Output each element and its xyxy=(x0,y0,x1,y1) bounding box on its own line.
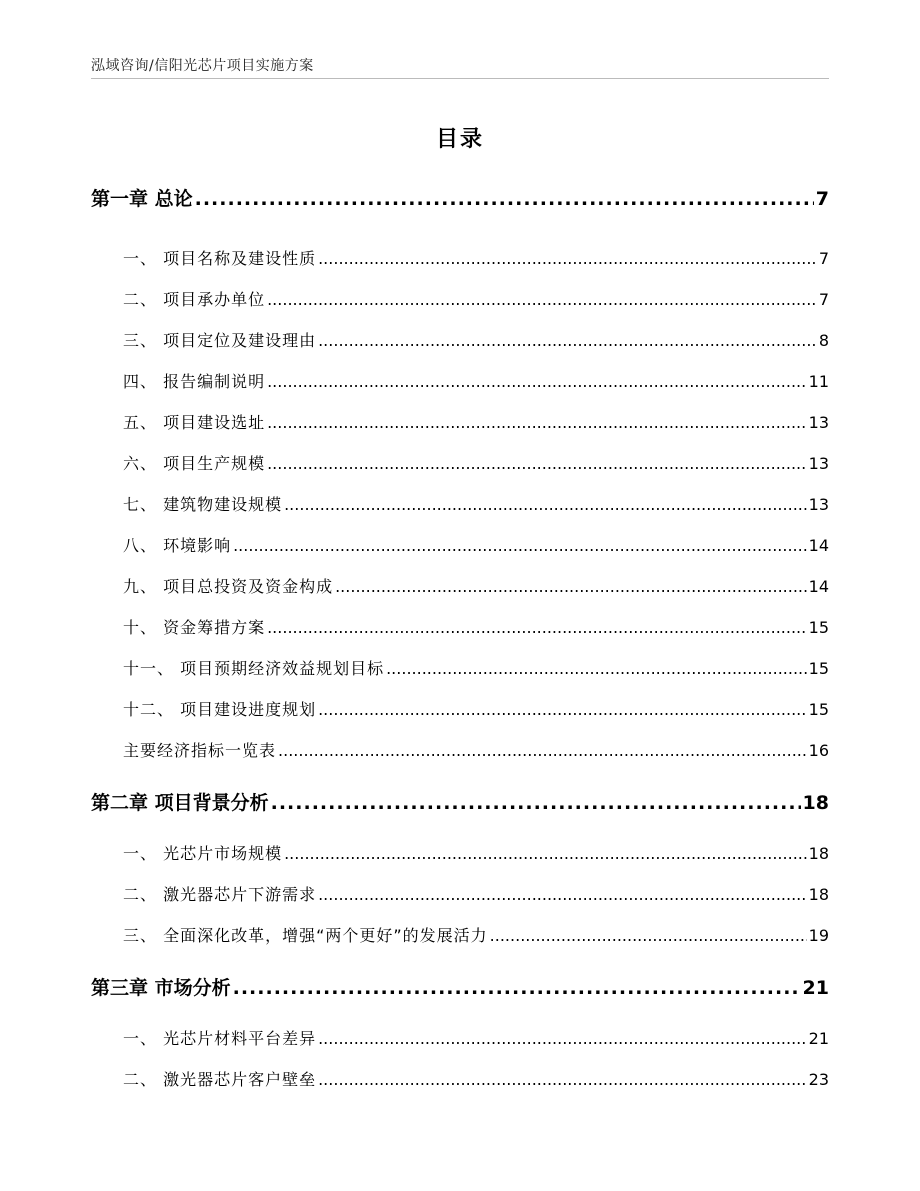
dot-leader xyxy=(386,659,807,678)
dot-leader xyxy=(195,188,814,210)
toc-entry-title: 六、 项目生产规模 xyxy=(123,454,266,473)
toc-section-entry[interactable] xyxy=(123,574,829,597)
toc-section-entry[interactable] xyxy=(123,923,829,946)
dot-leader xyxy=(278,741,807,760)
toc-page-number: 7 xyxy=(818,290,829,309)
toc-chapter-entry[interactable] xyxy=(91,184,829,211)
toc-entry-title: 十一、 项目预期经济效益规划目标 xyxy=(123,659,385,678)
dot-leader xyxy=(318,885,807,904)
dot-leader xyxy=(284,495,807,514)
dot-leader xyxy=(318,700,807,719)
toc-entry-title: 第三章 市场分析 xyxy=(91,977,231,999)
dot-leader xyxy=(267,290,817,309)
toc-entry-title: 第二章 项目背景分析 xyxy=(91,792,269,814)
toc-page-number: 11 xyxy=(808,372,829,391)
toc-entry-title: 三、 项目定位及建设理由 xyxy=(123,331,317,350)
toc-entry-title: 三、 全面深化改革，增强“两个更好”的发展活力 xyxy=(123,926,488,945)
toc-section-entry[interactable] xyxy=(123,882,829,905)
toc-page-number: 13 xyxy=(808,454,829,473)
toc-page-number: 19 xyxy=(808,926,829,945)
dot-leader xyxy=(267,372,807,391)
toc-entry-title: 九、 项目总投资及资金构成 xyxy=(123,577,334,596)
toc-page-number: 21 xyxy=(802,977,829,999)
toc-page-number: 18 xyxy=(808,885,829,904)
toc-section-entry[interactable] xyxy=(123,1067,829,1090)
toc-entry-title: 第一章 总论 xyxy=(91,188,193,210)
toc-entry-title: 主要经济指标一览表 xyxy=(123,741,277,760)
toc-entry-title: 四、 报告编制说明 xyxy=(123,372,266,391)
dot-leader xyxy=(318,1070,807,1089)
toc-entry-title: 十二、 项目建设进度规划 xyxy=(123,700,317,719)
dot-leader xyxy=(284,844,807,863)
toc-section-entry[interactable] xyxy=(123,841,829,864)
toc-page-number: 18 xyxy=(802,792,829,814)
dot-leader xyxy=(318,249,817,268)
toc-section-entry[interactable] xyxy=(123,697,829,720)
dot-leader xyxy=(267,413,807,432)
toc-section-entry[interactable] xyxy=(123,410,829,433)
dot-leader xyxy=(267,618,807,637)
dot-leader xyxy=(233,536,807,555)
dot-leader xyxy=(267,454,807,473)
toc-page-number: 14 xyxy=(808,536,829,555)
toc-section-entry[interactable] xyxy=(123,615,829,638)
toc-chapter-entry[interactable] xyxy=(91,973,829,1000)
running-header: 泓域咨询/信阳光芯片项目实施方案 xyxy=(91,58,314,74)
toc-section-entry[interactable] xyxy=(123,1026,829,1049)
toc-page-number: 15 xyxy=(808,659,829,678)
toc-page-number: 18 xyxy=(808,844,829,863)
dot-leader xyxy=(318,331,817,350)
dot-leader xyxy=(490,926,807,945)
dot-leader xyxy=(233,977,801,999)
toc-entry-title: 一、 项目名称及建设性质 xyxy=(123,249,317,268)
toc-page-number: 7 xyxy=(815,188,829,210)
toc-entry-title: 五、 项目建设选址 xyxy=(123,413,266,432)
toc-page-number: 8 xyxy=(818,331,829,350)
toc-page-number: 13 xyxy=(808,413,829,432)
toc-page-number: 7 xyxy=(818,249,829,268)
toc-entry-title: 一、 光芯片材料平台差异 xyxy=(123,1029,317,1048)
toc-page-number: 23 xyxy=(808,1070,829,1089)
toc-section-entry[interactable] xyxy=(123,246,829,269)
toc-section-entry[interactable] xyxy=(123,287,829,310)
toc-section-entry[interactable] xyxy=(123,451,829,474)
dot-leader xyxy=(318,1029,807,1048)
toc-entry-title: 二、 激光器芯片客户壁垒 xyxy=(123,1070,317,1089)
toc-entry-title: 八、 环境影响 xyxy=(123,536,232,555)
toc-section-entry[interactable] xyxy=(123,328,829,351)
toc-entry-title: 二、 激光器芯片下游需求 xyxy=(123,885,317,904)
toc-page-number: 15 xyxy=(808,700,829,719)
toc-entry-title: 七、 建筑物建设规模 xyxy=(123,495,283,514)
dot-leader xyxy=(271,792,801,814)
toc-section-entry[interactable] xyxy=(123,533,829,556)
toc-page-number: 13 xyxy=(808,495,829,514)
toc-page-number: 15 xyxy=(808,618,829,637)
toc-page-number: 16 xyxy=(808,741,829,760)
toc-section-entry[interactable] xyxy=(123,738,829,761)
toc-entry-title: 十、 资金筹措方案 xyxy=(123,618,266,637)
toc-page-number: 14 xyxy=(808,577,829,596)
toc-entry-title: 二、 项目承办单位 xyxy=(123,290,266,309)
toc-title: 目录 xyxy=(435,127,484,152)
toc-section-entry[interactable] xyxy=(123,492,829,515)
dot-leader xyxy=(335,577,807,596)
toc-section-entry[interactable] xyxy=(123,656,829,679)
toc-chapter-entry[interactable] xyxy=(91,788,829,815)
toc-section-entry[interactable] xyxy=(123,369,829,392)
toc-page-number: 21 xyxy=(808,1029,829,1048)
toc-entry-title: 一、 光芯片市场规模 xyxy=(123,844,283,863)
